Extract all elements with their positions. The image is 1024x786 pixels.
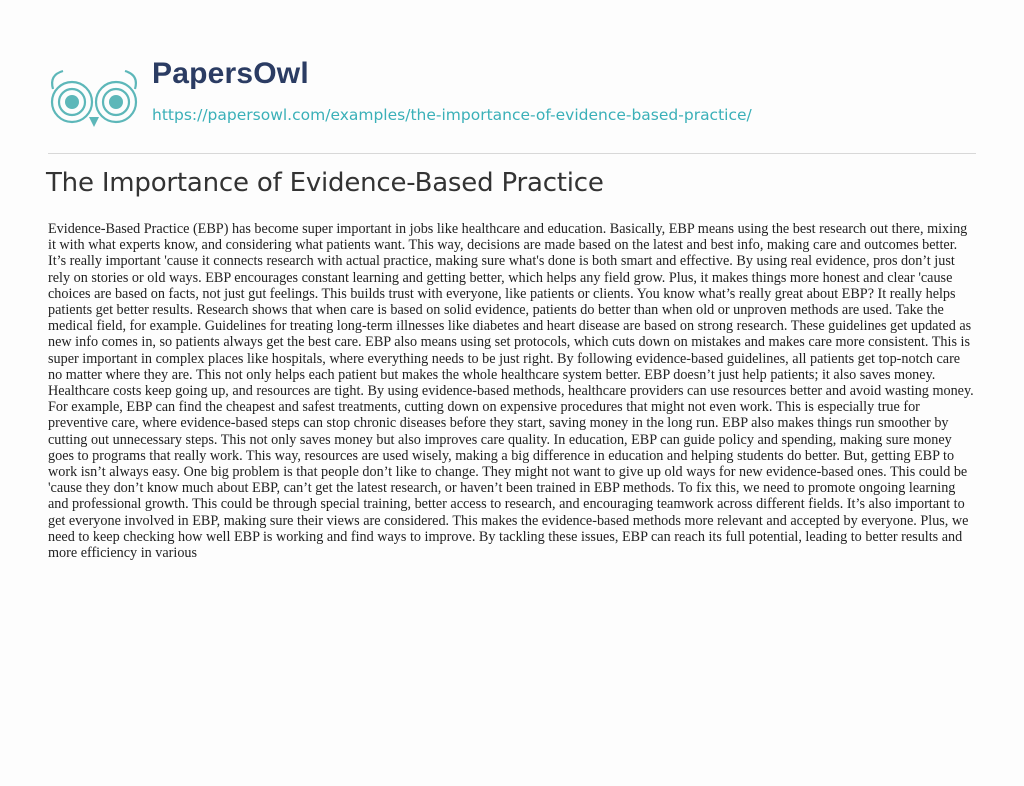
article-url-link[interactable]: https://papersowl.com/examples/the-importance-of-evidence-based-practice/ xyxy=(152,106,752,124)
owl-logo-icon xyxy=(45,65,143,139)
article-body: Evidence-Based Practice (EBP) has become super important in jobs like healthcare and education. Basically, EBP means using the best research out there, mixing it with what experts know, and considering what patients want. This way, decisions are made based on the latest and best info, making care and outcomes better. It’s really important 'cause it connects research with actual practice, making sure what's done is both smart and effective. By using real evidence, pros don’t just rely on stories or old ways. EBP encourages constant learning and getting better, which helps any field grow. Plus, it makes things more honest and clear 'cause choices are based on facts, not just gut feelings. This builds trust with everyone, like patients or clients. You know what’s really great about EBP? It really helps patients get better results. Research shows that when care is based on solid evidence, patients do better than when old or unproven methods are used. Take the medical field, for example. Guidelines for treating long-term illnesses like diabetes and heart disease are based on strong research. These guidelines get updated as new info comes in, so patients always get the best care. EBP also means using set protocols, which cuts down on mistakes and makes care more consistent. This is super important in complex places like hospitals, where everything needs to be just right. By following evidence-based guidelines, all patients get top-notch care no matter where they are. This not only helps each patient but makes the whole healthcare system better. EBP doesn’t just help patients; it also saves money. Healthcare costs keep going up, and resources are tight. By using evidence-based methods, healthcare providers can use resources better and avoid wasting money. For example, EBP can find the cheapest and safest treatments, cutting down on expensive procedures that might not even work. This is especially true for preventive care, where evidence-based steps can stop chronic diseases before they start, saving money in the long run. EBP also makes things run smoother by cutting out unnecessary steps. This not only saves money but also improves care quality. In education, EBP can guide policy and spending, making sure money goes to programs that really work. This way, resources are used wisely, making a big difference in education and helping students do better. But, getting EBP to work isn’t always easy. One big problem is that people don’t like to change. They might not want to give up old ways for new evidence-based ones. This could be 'cause they don’t know much about EBP, can’t get the latest research, or haven’t been trained in EBP methods. To fix this, we need to promote ongoing learning and professional growth. This could be through special training, better access to research, and encouraging teamwork across different fields. It’s also important to get everyone involved in EBP, making sure their views are considered. This makes the evidence-based methods more relevant and accepted by everyone. Plus, we need to keep checking how well EBP is working and find ways to improve. By tackling these issues, EBP can reach its full potential, leading to better results and more efficiency in various xyxy=(48,221,974,562)
page-title: The Importance of Evidence-Based Practice xyxy=(46,168,604,198)
header-divider xyxy=(48,153,976,154)
brand-name[interactable]: PapersOwl xyxy=(152,57,309,90)
header xyxy=(0,0,1024,145)
